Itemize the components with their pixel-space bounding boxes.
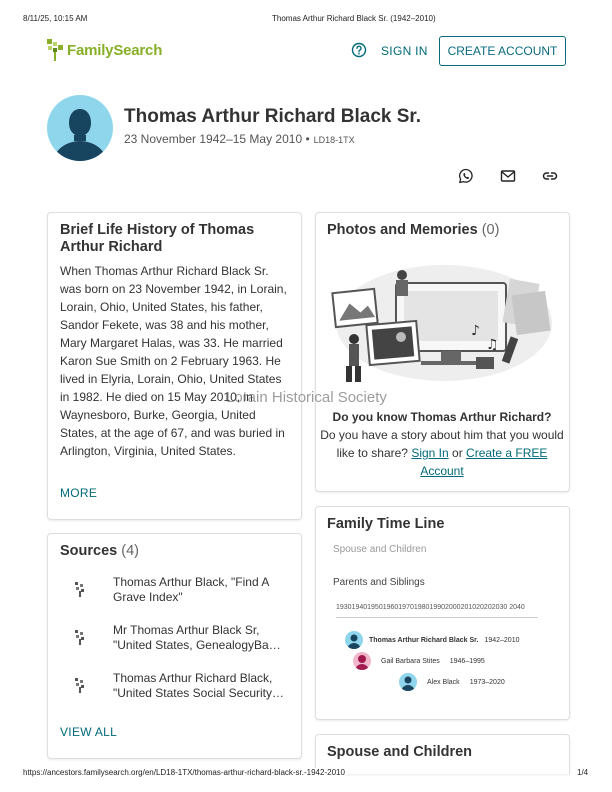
sources-title: [60, 543, 139, 560]
avatar-female-icon: [353, 652, 371, 670]
avatar: [47, 95, 113, 161]
print-doc-title: Thomas Arthur Richard Black Sr. (1942–2010): [272, 14, 436, 23]
view-all-link[interactable]: VIEW ALL: [60, 725, 118, 739]
source-item[interactable]: [74, 575, 269, 604]
timeline-person[interactable]: [353, 652, 485, 670]
tree-icon: [74, 581, 86, 597]
person-dates-row: [124, 132, 355, 146]
photos-question: Do you know Thomas Arthur Richard?: [332, 410, 552, 424]
source-text: Mr Thomas Arthur Black Sr, "United States, GenealogyBa…: [113, 623, 281, 652]
help-icon[interactable]: [351, 42, 367, 58]
email-icon[interactable]: [500, 168, 516, 184]
timeline-person[interactable]: [345, 631, 519, 649]
timeline-person-years: 1946–1995: [449, 657, 485, 665]
sources-title-text: Sources: [60, 543, 118, 559]
photos-title: [327, 222, 499, 239]
avatar-male-icon: [47, 95, 113, 161]
tree-logo-icon: [46, 38, 64, 62]
timeline-person-name: Gail Barbara Stites: [381, 657, 440, 665]
person-dates: 23 November 1942–15 May 2010 •: [124, 132, 310, 146]
logo-text: FamilySearch: [67, 41, 163, 59]
person-id: LD18-1TX: [313, 135, 355, 145]
timeline-person-name: Alex Black: [427, 678, 460, 686]
svg-text:♪: ♪: [471, 323, 480, 339]
photos-prompt-text: Do you have a story about him that you would like to share?: [320, 428, 564, 460]
print-url: https://ancestors.familysearch.org/en/LD18-1TX/thomas-arthur-richard-black-sr.-1942-2010: [23, 768, 345, 777]
timeline-person-years: 1942–2010: [484, 636, 520, 644]
timeline-person-name: Thomas Arthur Richard Black Sr.: [369, 636, 479, 644]
photos-sign-in-link[interactable]: Sign In: [411, 446, 449, 460]
create-account-button[interactable]: CREATE ACCOUNT: [439, 36, 566, 66]
spouse-title: Spouse and Children: [327, 744, 473, 760]
source-text: Thomas Arthur Richard Black, "United States Social Security…: [113, 671, 284, 700]
timeline-title: Family Time Line: [327, 516, 445, 532]
more-link[interactable]: MORE: [60, 486, 98, 500]
tree-icon: [74, 677, 86, 693]
photos-title-text: Photos and Memories: [327, 222, 478, 238]
person-name: Thomas Arthur Richard Black Sr.: [124, 106, 422, 127]
avatar-male-icon: [399, 673, 417, 691]
print-page: 1/4: [577, 768, 589, 777]
photos-count: (0): [481, 222, 500, 238]
memories-illustration: [326, 253, 558, 385]
photos-create-account-link[interactable]: Create a FREE Account: [420, 446, 548, 478]
life-history-title: Brief Life History of Thomas Arthur Richard: [60, 222, 255, 255]
avatar-male-icon: [345, 631, 363, 649]
photos-prompt: [316, 408, 568, 480]
source-text: Thomas Arthur Black, "Find A Grave Index": [113, 575, 269, 604]
photos-or: or: [452, 446, 463, 460]
svg-text:♫: ♫: [486, 337, 499, 353]
familysearch-logo[interactable]: [46, 38, 162, 62]
timeline-years: 19301940195019601970198019902000201020202030 2040: [336, 604, 525, 611]
timeline-person-years: 1973–2020: [469, 678, 505, 686]
tree-icon: [74, 629, 86, 645]
print-datetime: 8/11/25, 10:15 AM: [23, 14, 88, 23]
timeline-parents-label[interactable]: Parents and Siblings: [333, 577, 425, 588]
sources-count: (4): [121, 543, 139, 559]
life-history-text: When Thomas Arthur Richard Black Sr. was born on 23 November 1942, in Lorain, Lorain, Ohio, United States, his father, Sandor Fekete, was 38 and his mother, Mary Margaret Halas, was 33. He married Karon Sue Smith on 2 February 1963. He lived in Elyria, Lorain, Ohio, United States in 1982. He died on 15 May 2010, in Waynesboro, Burke, Georgia, United States, at the age of 67, and was buried in Arlington, Virginia, United States.: [60, 264, 287, 458]
source-item[interactable]: [74, 671, 284, 700]
watermark-text: Lorain Historical Society: [226, 389, 387, 406]
sign-in-link[interactable]: SIGN IN: [381, 44, 428, 58]
timeline-spouse-label[interactable]: Spouse and Children: [333, 544, 427, 555]
whatsapp-icon[interactable]: [458, 168, 474, 184]
timeline-axis: [336, 617, 538, 618]
timeline-person[interactable]: [399, 673, 505, 691]
link-icon[interactable]: [542, 168, 558, 184]
source-item[interactable]: [74, 623, 281, 652]
